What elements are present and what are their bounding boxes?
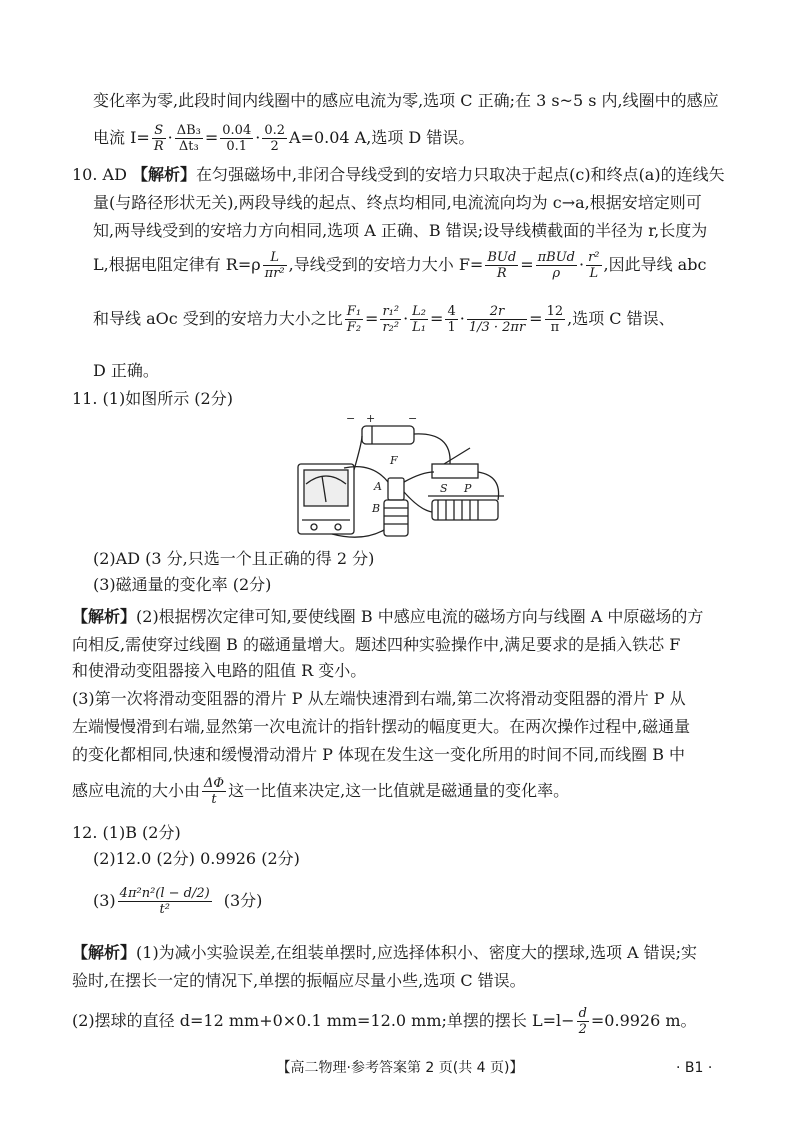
text-line: 左端慢慢滑到右端,显然第一次电流计的指针摆动的幅度更大。在两次操作过程中,磁通量 (72, 717, 691, 736)
text: 电流 I= (93, 128, 150, 147)
question-10-line: 10. AD 【解析】在匀强磁场中,非闭合导线受到的安培力只取决于起点(c)和终点(a)的连线矢 (72, 165, 725, 184)
label-f: F (390, 454, 398, 467)
circuit-diagram (292, 412, 522, 547)
text-line: 验时,在摆长一定的情况下,单摆的振幅应尽量小些,选项 C 错误。 (72, 971, 526, 990)
fraction: $\frac{4}{1}$ (447, 304, 456, 335)
fraction: $\frac{0.2}{2}$ (264, 123, 286, 154)
text-line: 的变化都相同,快速和缓慢滑动滑片 P 体现在发生这一变化所用的时间不同,而线圈 B 中 (72, 745, 686, 764)
label-a: A (374, 480, 382, 493)
formula-line: L,根据电阻定律有 R=ρ $\frac{L}{\text{πr²}}$ ,导线受到的安培力大小 F= $\frac{\text{BUd}}{R}$ = $\frac{\text{πBUd}}{\rho}$ · $\frac{\text{r²}}{L}$ ,因此导线 abc (93, 250, 707, 281)
text-line: (3)磁通量的变化率 (2分) (93, 575, 272, 594)
label-p: P (464, 482, 472, 495)
fraction: $\frac{\text{πBUd}}{\rho}$ (537, 250, 575, 281)
formula-line: (3) $\frac{\text{4π²n²(l − d/2)}}{\text{t²}}$ (3分) (93, 886, 263, 917)
formula-line: (2)摆球的直径 d=12 mm+0×0.1 mm=12.0 mm;单摆的摆长 L=l− $\frac{d}{2}$ =0.9926 m。 (72, 1006, 697, 1037)
text-line: (2)AD (3 分,只选一个且正确的得 2 分) (93, 549, 375, 568)
formula-line: 电流 I= $\frac{S}{R}$ · $\frac{\text{ΔB₃}}{\text{Δt₃}}$ = $\frac{0.04}{0.1}$ · $\frac{0.2}{2}$ A=0.04 A,选项 D 错误。 (93, 123, 475, 154)
battery-icon (362, 426, 414, 444)
text-line: 量(与路径形状无关),两段导线的起点、终点均相同,电流流向均为 c→a,根据安培定则可 (93, 193, 702, 212)
label-minus-2: − (346, 412, 356, 425)
text: A=0.04 A,选项 D 错误。 (289, 128, 475, 147)
fraction: $\frac{S}{R}$ (153, 123, 164, 154)
analysis-tag: 【解析】 (72, 607, 137, 626)
label-plus: + (366, 412, 376, 425)
fraction: $\frac{\text{r²}}{L}$ (588, 250, 600, 281)
question-12-line: 12. (1)B (2分) (72, 823, 181, 842)
text-line: 变化率为零,此段时间内线圈中的感应电流为零,选项 C 正确;在 3 s~5 s 内,线圈中的感应 (93, 91, 719, 110)
analysis-tag: 【解析】 (72, 943, 137, 962)
formula-line: 和导线 aOc 受到的安培力大小之比 $\frac{\text{F₁}}{\text{F₂}}$ = $\frac{\text{r₁²}}{\text{r₂²}}$ · $\frac{\text{L₂}}{\text{L₁}}$ = $\frac{4}{1}$ · $\frac{2r}{1/3 \cdot 2\pi r}$ = $\frac{12}{\pi}$ ,选项 C 错误、 (93, 304, 675, 335)
fraction: $\frac{12}{\pi}$ (546, 304, 564, 335)
fraction: $\frac{0.04}{0.1}$ (222, 123, 252, 154)
formula-line: 感应电流的大小由 $\frac{\Delta\Phi}{t}$ 这一比值来决定,这一比值就是磁通量的变化率。 (72, 776, 570, 807)
analysis-tag: 【解析】 (132, 165, 197, 184)
fraction: $\frac{\text{L₂}}{\text{L₁}}$ (412, 304, 427, 335)
text-line: (2)12.0 (2分) 0.9926 (2分) (93, 849, 300, 868)
fraction: $\frac{\Delta\Phi}{t}$ (204, 776, 225, 807)
label-b: B (372, 502, 381, 515)
fraction: $\frac{2r}{1/3 \cdot 2\pi r}$ (468, 304, 526, 335)
rheostat-icon (432, 500, 498, 520)
coil-a-icon (388, 478, 404, 500)
footer-title: 【高二物理·参考答案第 2 页(共 4 页)】 (276, 1060, 524, 1076)
fraction: $\frac{\text{r₁²}}{\text{r₂²}}$ (382, 304, 400, 335)
question-number: 10. AD (72, 165, 127, 184)
label-minus: − (408, 412, 418, 425)
question-11-line: 11. (1)如图所示 (2分) (72, 389, 233, 408)
fraction: $\frac{\text{BUd}}{R}$ (487, 250, 517, 281)
text-line: (3)第一次将滑动变阻器的滑片 P 从左端快速滑到右端,第二次将滑动变阻器的滑片 P 从 (72, 689, 686, 708)
fraction: $\frac{L}{\text{πr²}}$ (264, 250, 285, 281)
text-line: 向相反,需使穿过线圈 B 的磁通量增大。题述四种实验操作中,满足要求的是插入铁芯 F (72, 635, 681, 654)
fraction: $\frac{\text{4π²n²(l − d/2)}}{\text{t²}}$ (119, 886, 210, 917)
fraction: $\frac{\text{F₁}}{\text{F₂}}$ (346, 304, 362, 335)
text-line: D 正确。 (93, 361, 159, 380)
text-line: 和使滑动变阻器接入电路的阻值 R 变小。 (72, 661, 367, 680)
switch-icon (432, 464, 478, 478)
analysis-line: 【解析】(1)为减小实验误差,在组装单摆时,应选择体积小、密度大的摆球,选项 A 错误;实 (72, 943, 698, 962)
analysis-line: 【解析】(2)根据楞次定律可知,要使线圈 B 中感应电流的磁场方向与线圈 A 中原磁场的方 (72, 607, 704, 626)
fraction: $\frac{\text{ΔB₃}}{\text{Δt₃}}$ (176, 123, 201, 154)
fraction: $\frac{d}{2}$ (578, 1006, 587, 1037)
coil-b-icon (384, 500, 408, 536)
footer-code: · B1 · (676, 1060, 713, 1076)
text-line: 知,两导线受到的安培力方向相同,选项 A 正确、B 错误;设导线横截面的半径为 r,长度为 (93, 221, 708, 240)
label-s: S (440, 482, 448, 495)
